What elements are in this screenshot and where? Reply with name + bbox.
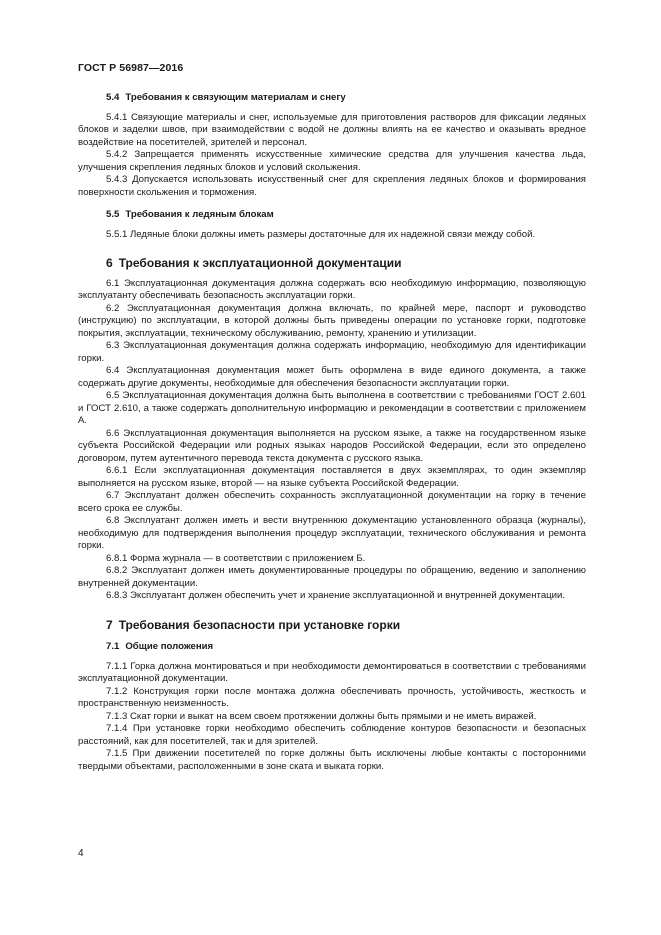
paragraph: 6.8.3 Эксплуатант должен обеспечить учет и хранение эксплуатационной и внутренней документации. — [106, 590, 566, 601]
paragraph: 5.4.1 Связующие материалы и снег, используемые для приготовления растворов для фиксации ледяных блоков и заделки швов, при взаимодействии с водой не должны влиять на ее качество и оказывать вредное воздействие на посетителей, зрителей и персонал. — [78, 111, 586, 148]
paragraph: 5.4.3 Допускается использовать искусственный снег для скрепления ледяных блоков и формирования поверхности скольжения и торможения. — [78, 174, 586, 198]
heading-number: 6 — [106, 256, 113, 270]
heading-text: Требования к ледяным блокам — [125, 209, 274, 220]
heading-text: Требования к связующим материалам и снегу — [125, 92, 346, 103]
section-heading — [106, 619, 586, 632]
heading-number: 7 — [106, 617, 113, 632]
page-number: 4 — [78, 848, 84, 859]
subsection-heading — [106, 209, 586, 222]
paragraph: 7.1.3 Скат горки и выкат на всем своем протяжении должны быть прямыми и не иметь виражей. — [106, 710, 537, 722]
paragraph: 5.5.1 Ледяные блоки должны иметь размеры достаточные для их надежной связи между собой. — [106, 228, 536, 240]
paragraph: 7.1.1 Горка должна монтироваться и при необходимости демонтироваться в соответствии с требованиями эксплуатационной документации. — [78, 660, 586, 684]
paragraph: 6.5 Эксплуатационная документация должна быть выполнена в соответствии с требованиями ГОСТ 2.601 и ГОСТ 2.610, а также содержать дополнительную информацию и рекомендации в соответствии с приложением А. — [78, 390, 586, 426]
paragraph: 6.6 Эксплуатационная документация выполняется на русском языке, а также на государственном языке субъекта Российской Федерации или родных языках народов Российской Федерации, если это определено договором, путем аутентичного перевода текста документа с русского языка. — [78, 427, 586, 464]
paragraph: 6.1 Эксплуатационная документация должна содержать всю необходимую информацию, позволяющую эксплуатанту обеспечивать безопасность эксплуатации горки. — [78, 277, 586, 301]
section-heading — [106, 257, 586, 270]
paragraph: 5.4.2 Запрещается применять искусственные химические средства для улучшения качества льда, улучшения скрепления ледяных блоков и условий скольжения. — [78, 149, 586, 173]
paragraph: 6.8.1 Форма журнала — в соответствии с приложением Б. — [106, 552, 366, 564]
heading-number: 5.4 — [106, 92, 120, 103]
heading-number: 7.1 — [106, 641, 120, 652]
document-body — [78, 84, 586, 773]
document-code: ГОСТ Р 56987—2016 — [78, 62, 184, 74]
paragraph: 7.1.4 При установке горки необходимо обеспечить соблюдение контуров безопасности и безопасных расстояний, как для посетителей, так и для зрителей. — [78, 723, 586, 747]
paragraph: 6.4 Эксплуатационная документация может быть оформлена в виде единого документа, а также содержать другие документы, необходимые для обеспечения безопасности эксплуатации горки. — [78, 365, 586, 389]
paragraph: 7.1.5 При движении посетителей по горке должны быть исключены любые контакты с посторонними твердыми объектами, расположенными в зоне ската и выката горки. — [78, 748, 586, 772]
heading-text: Требования безопасности при установке горки — [118, 617, 401, 632]
paragraph: 7.1.2 Конструкция горки после монтажа должна обеспечивать прочность, устойчивость, жесткость и пространственную неизменность. — [78, 685, 586, 709]
heading-text: Общие положения — [125, 641, 214, 652]
heading-text: Требования к эксплуатационной документации — [118, 256, 402, 270]
paragraph: 6.3 Эксплуатационная документация должна содержать информацию, необходимую для идентификации горки. — [78, 340, 586, 364]
paragraph: 6.7 Эксплуатант должен обеспечить сохранность эксплуатационной документации на горку в течение всего срока ее службы. — [78, 490, 586, 514]
paragraph: 6.6.1 Если эксплуатационная документация поставляется в двух экземплярах, то один экземпляр выполняется на русском языке, второй — на языке субъекта Российской Федерации. — [78, 465, 586, 489]
subsection-heading — [106, 92, 586, 105]
paragraph: 6.2 Эксплуатационная документация должна включать, по крайней мере, паспорт и руководство (инструкцию) по эксплуатации, в которой должны быть приведены операции по установке горки, подготовке покрытия, эксплуатации, техническому обслуживанию, ремонту, хранению и утилизации. — [78, 302, 586, 339]
subsection-heading — [106, 641, 586, 654]
paragraph: 6.8.2 Эксплуатант должен иметь документированные процедуры по обращению, ведению и заполнению внутренней документации. — [78, 565, 586, 589]
heading-number: 5.5 — [106, 209, 120, 220]
paragraph: 6.8 Эксплуатант должен иметь и вести внутреннюю документацию установленного образца (журналы), необходимую для подтверждения выполнения процедур эксплуатации, технического обслуживания и ремонта горки. — [78, 515, 586, 551]
